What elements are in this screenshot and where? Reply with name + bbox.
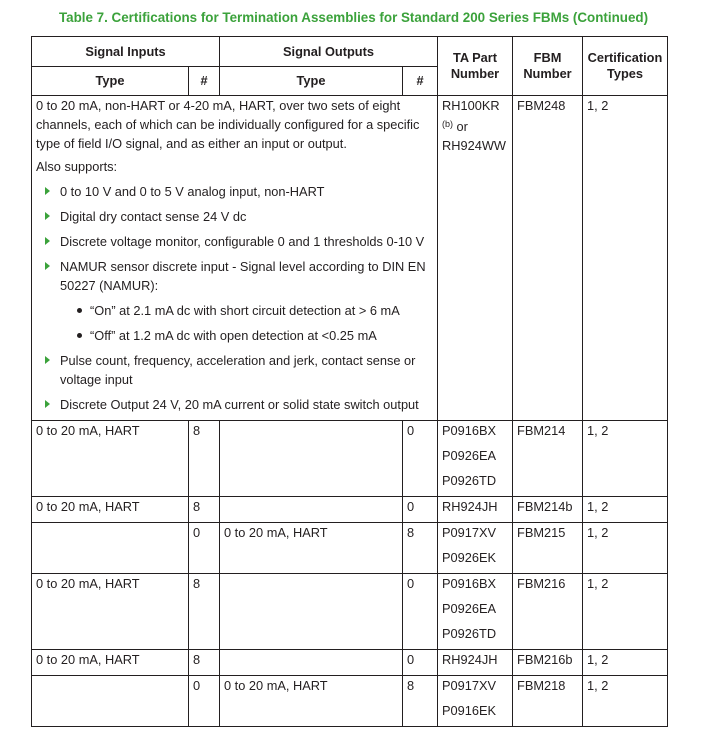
header-input-type: Type [32,67,189,96]
header-output-type: Type [220,67,403,96]
list-item: Digital dry contact sense 24 V dc [44,207,431,226]
certification-types: 1, 2 [583,523,668,574]
output-type: 0 to 20 mA, HART [220,676,403,727]
list-item: “On” at 2.1 mA dc with short circuit detection at > 6 mA [74,301,431,320]
output-type [220,421,403,497]
table-row [32,574,668,650]
table-row-fbm248 [32,96,668,421]
fbm248-description [32,96,438,421]
header-fbm-number: FBM Number [513,37,583,96]
list-item: NAMUR sensor discrete input - Signal level according to DIN EN 50227 (NAMUR): “On” at 2.1 mA dc with short circuit detection at > 6 mA “Off” at 1.2 mA dc with open detection at <0.25 mA [44,257,431,345]
certification-types: 1, 2 [583,96,668,421]
output-count: 8 [403,523,438,574]
part-number: P0917XV [442,525,497,540]
header-signal-outputs: Signal Outputs [220,37,438,67]
input-type: 0 to 20 mA, HART [32,497,189,523]
table-row [32,676,668,727]
header-certification-types: Certification Types [583,37,668,96]
part-numbers [438,523,513,574]
fbm248-part-numbers [438,96,513,421]
list-item: Discrete Output 24 V, 20 mA current or solid state switch output [44,395,431,414]
input-count: 8 [189,650,220,676]
fbm248-also-supports: Also supports: [36,159,118,174]
certification-types: 1, 2 [583,421,668,497]
output-count: 0 [403,421,438,497]
certification-types: 1, 2 [583,676,668,727]
triangle-bullet-icon [45,237,50,245]
output-count: 0 [403,574,438,650]
certification-types: 1, 2 [583,650,668,676]
header-input-count: # [189,67,220,96]
namur-sub-list [60,301,431,345]
input-count: 0 [189,676,220,727]
part-number: RH924WW [442,138,506,153]
output-type [220,497,403,523]
part-number: P0916BX [442,423,497,438]
output-type: 0 to 20 mA, HART [220,523,403,574]
certification-types: 1, 2 [583,497,668,523]
input-type [32,676,189,727]
part-number: P0916BX [442,576,497,591]
fbm248-feature-list [36,182,437,414]
input-count: 8 [189,421,220,497]
triangle-bullet-icon [45,187,50,195]
part-number: P0926EA [442,601,497,616]
fbm-number: FBM214 [513,421,583,497]
output-type [220,650,403,676]
fbm-number: FBM216b [513,650,583,676]
part-number: P0926EK [442,550,497,565]
list-item: 0 to 10 V and 0 to 5 V analog input, non-HART [44,182,431,201]
certification-table [31,36,668,727]
input-count: 0 [189,523,220,574]
part-numbers [438,574,513,650]
footnote-marker: (b) [442,119,453,129]
triangle-bullet-icon [45,356,50,364]
header-signal-inputs: Signal Inputs [32,37,220,67]
dot-bullet-icon [77,333,82,338]
or-text: or [453,119,468,134]
part-number: RH924JH [442,499,498,514]
part-numbers [438,676,513,727]
output-count: 8 [403,676,438,727]
triangle-bullet-icon [45,400,50,408]
table-row [32,421,668,497]
part-number: P0926TD [442,626,497,641]
fbm-number: FBM214b [513,497,583,523]
part-number: RH924JH [442,652,498,667]
list-item: Pulse count, frequency, acceleration and jerk, contact sense or voltage input [44,351,431,389]
input-type: 0 to 20 mA, HART [32,650,189,676]
header-ta-part-number: TA Part Number [438,37,513,96]
list-item: “Off” at 1.2 mA dc with open detection at <0.25 mA [74,326,431,345]
part-numbers [438,650,513,676]
part-number: P0916EK [442,703,497,718]
input-type: 0 to 20 mA, HART [32,574,189,650]
table-caption: Table 7. Certifications for Termination Assemblies for Standard 200 Series FBMs (Continued) [58,10,649,25]
triangle-bullet-icon [45,262,50,270]
table-row [32,650,668,676]
table-row [32,497,668,523]
input-count: 8 [189,574,220,650]
fbm-number: FBM218 [513,676,583,727]
list-item: Discrete voltage monitor, configurable 0 and 1 thresholds 0-10 V [44,232,431,251]
fbm248-intro: 0 to 20 mA, non-HART or 4-20 mA, HART, over two sets of eight channels, each of which can be individually configured for a specific type of field I/O signal, and as either an input or output. [36,98,420,151]
input-type: 0 to 20 mA, HART [32,421,189,497]
fbm-number: FBM215 [513,523,583,574]
part-numbers [438,421,513,497]
header-output-count: # [403,67,438,96]
input-count: 8 [189,497,220,523]
part-number: P0917XV [442,678,497,693]
table-row [32,523,668,574]
output-type [220,574,403,650]
certification-types: 1, 2 [583,574,668,650]
part-numbers [438,497,513,523]
output-count: 0 [403,497,438,523]
triangle-bullet-icon [45,212,50,220]
input-type [32,523,189,574]
part-number: RH100KR [442,98,500,113]
dot-bullet-icon [77,308,82,313]
part-number: P0926EA [442,448,497,463]
fbm-number: FBM248 [513,96,583,421]
output-count: 0 [403,650,438,676]
fbm-number: FBM216 [513,574,583,650]
part-number: P0926TD [442,473,497,488]
